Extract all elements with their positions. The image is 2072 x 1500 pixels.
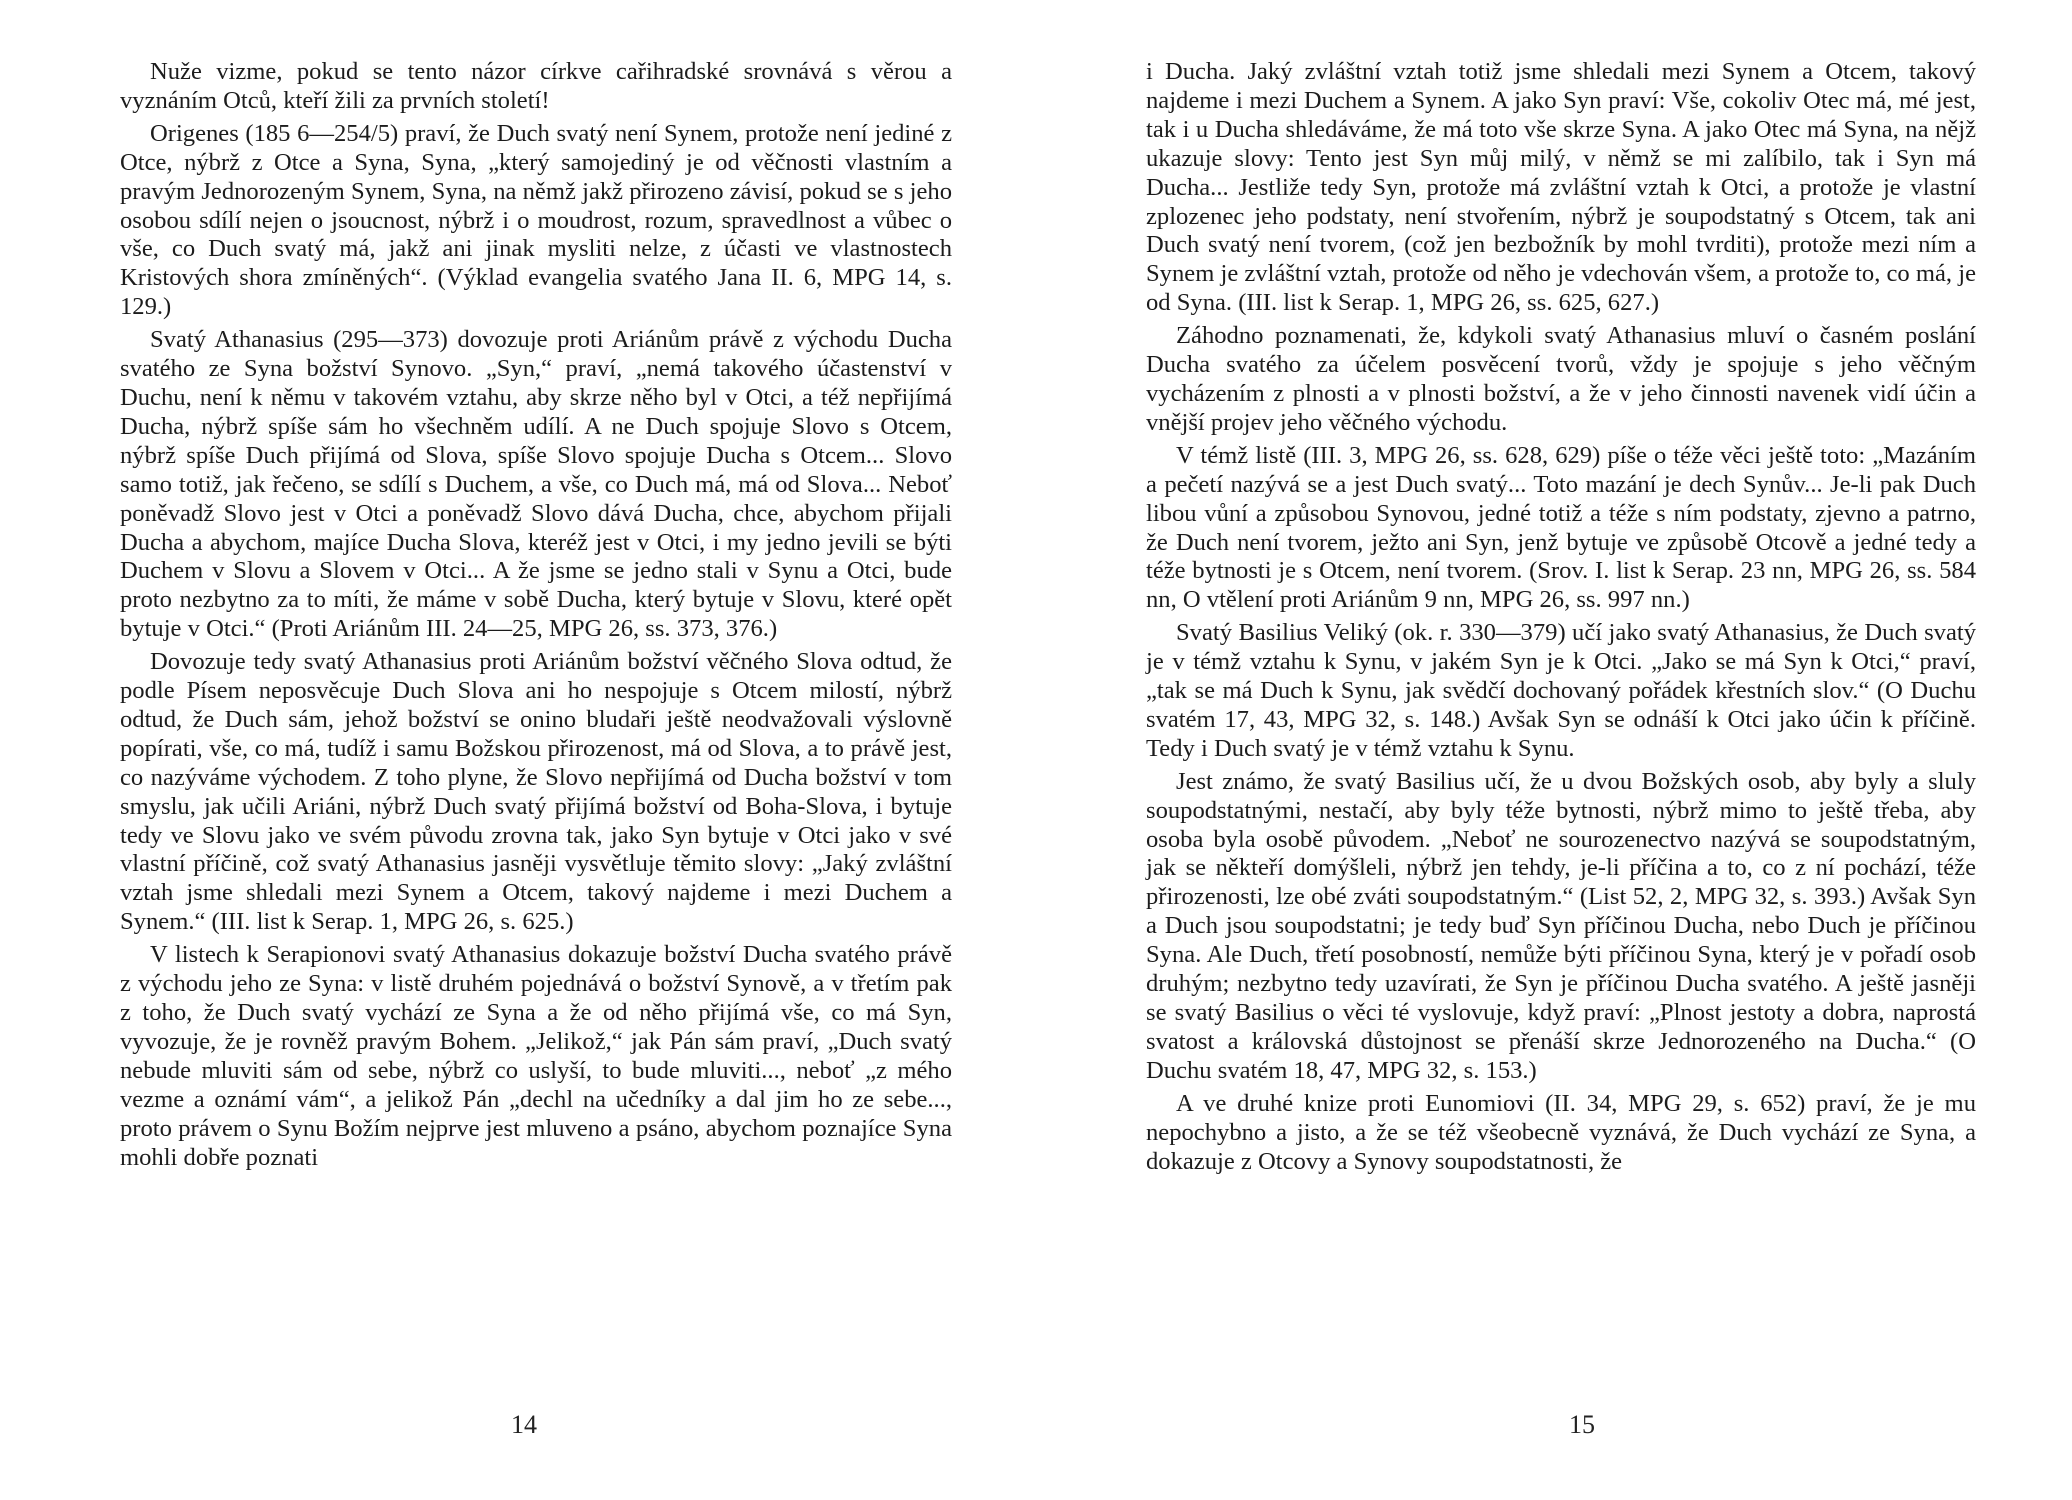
page-number-left: 14	[511, 1410, 537, 1439]
paragraph: Nuže vizme, pokud se tento názor církve cařihradské srovnává s věrou a vyznáním Otců, kteří žili za prvních století!	[120, 58, 952, 114]
right-page-text	[1146, 58, 1976, 1180]
paragraph: Záhodno poznamenati, že, kdykoli svatý Athanasius mluví o časném poslání Ducha svatého za účelem posvěcení tvorů, vždy je spojuje s jeho věčným vycházením z plnosti a v plnosti božství, a že v jeho činnosti navenek vidí účin a vnější projev jeho věčného východu.	[1146, 322, 1976, 436]
right-page	[1036, 0, 2072, 1500]
paragraph: Dovozuje tedy svatý Athanasius proti Ariánům božství věčného Slova odtud, že podle Písem neposvěcuje Duch Slova ani ho nespojuje s Otcem milostí, nýbrž odtud, že Duch sám, jehož božství se onino bludaři ještě neodvažovali výslovně popírati, vše, co má, tudíž i samu Božskou přirozenost, má od Slova, a to právě jest, co nazýváme východem. Z toho plyne, že Slovo nepřijímá od Ducha božství v tom smyslu, jak učili Ariáni, nýbrž Duch svatý přijímá božství od Boha-Slova, i bytuje tedy ve Slovu jako ve svém původu zrovna tak, jako Syn bytuje v Otci jako v své vlastní příčině, což svatý Athanasius jasněji vysvětluje těmito slovy: „Jaký zvláštní vztah jsme shledali mezi Synem a Otcem, takový najdeme i mezi Duchem a Synem.“ (III. list k Serap. 1, MPG 26, s. 625.)	[120, 648, 952, 936]
paragraph: Origenes (185 6—254/5) praví, že Duch svatý není Synem, protože není jediné z Otce, nýbrž z Otce a Syna, Syna, „který samojediný je od věčnosti vlastním a pravým Jednorozeným Synem, Syna, na němž jakž přirozeno závisí, pokud se s jeho osobou sdílí nejen o jsoucnost, nýbrž i o moudrost, rozum, spravedlnost a vůbec o vše, co Duch svatý má, jakž ani jinak mysliti nelze, z účasti ve vlastnostech Kristových shora zmíněných“. (Výklad evangelia svatého Jana II. 6, MPG 14, s. 129.)	[120, 119, 952, 321]
paragraph: A ve druhé knize proti Eunomiovi (II. 34, MPG 29, s. 652) praví, že je mu nepochybno a jisto, a že se též všeobecně vyznává, že Duch vychází ze Syna, a dokazuje z Otcovy a Synovy soupodstatnosti, že	[1146, 1089, 1976, 1175]
paragraph: Svatý Basilius Veliký (ok. r. 330—379) učí jako svatý Athanasius, že Duch svatý je v témž vztahu k Synu, v jakém Syn je k Otci. „Jako se má Syn k Otci,“ praví, „tak se má Duch k Synu, jak svědčí dochovaný pořádek křestních slov.“ (O Duchu svatém 17, 43, MPG 32, s. 148.) Avšak Syn se odnáší k Otci jako účin k příčině. Tedy i Duch svatý je v témž vztahu k Synu.	[1146, 619, 1976, 762]
paragraph: V témž listě (III. 3, MPG 26, ss. 628, 629) píše o téže věci ještě toto: „Mazáním a pečetí nazývá se a jest Duch svatý... Toto mazání je dech Synův... Je-li pak Duch libou vůní a způsobou Synovou, jedné totiž a téže s ním podstaty, zjevno a patrno, že Duch není tvorem, ježto ani Syn, jenž bytuje ve způsobě Otcově a jedné tedy a téže bytnosti je s Otcem, není tvorem. (Srov. I. list k Serap. 23 nn, MPG 26, ss. 584 nn, O vtělení proti Ariánům 9 nn, MPG 26, ss. 997 nn.)	[1146, 441, 1976, 614]
paragraph: i Ducha. Jaký zvláštní vztah totiž jsme shledali mezi Synem a Otcem, takový najdeme i mezi Duchem a Synem. A jako Syn praví: Vše, cokoliv Otec má, mé jest, tak i u Ducha shledáváme, že má toto vše skrze Syna. A jako Otec má Syna, na nějž ukazuje slovy: Tento jest Syn můj milý, v němž se mi zalíbilo, tak i Syn má Ducha... Jestliže tedy Syn, protože má zvláštní vztah k Otci, a protože je vlastní zplozenec jeho podstaty, není stvořením, nýbrž je soupodstatný s Otcem, tak ani Duch svatý není tvorem, (což jen bezbožník by mohl tvrditi), protože mezi ním a Synem je zvláštní vztah, protože od něho je vdechován všem, a protože to, co má, je od Syna. (III. list k Serap. 1, MPG 26, ss. 625, 627.)	[1146, 58, 1976, 317]
paragraph: Jest známo, že svatý Basilius učí, že u dvou Božských osob, aby byly a sluly soupodstatnými, nestačí, aby byly téže bytnosti, nýbrž mimo to ještě třeba, aby osoba byla osobě původem. „Neboť ne sourozenectvo nazývá se soupodstatným, jak se někteří domýšleli, nýbrž jen tehdy, je-li příčina a to, co z ní pochází, téže přirozenosti, lze obé zváti soupodstatným.“ (List 52, 2, MPG 32, s. 393.) Avšak Syn a Duch jsou soupodstatni; je tedy buď Syn příčinou Ducha, nebo Duch je příčinou Syna. Ale Duch, třetí posobností, nemůže býti příčinou Syna, který je v pořadí osob druhým; nezbytno tedy uzavírati, že Syn je příčinou Ducha svatého. A ještě jasněji se svatý Basilius o věci té vyslovuje, když praví: „Plnost jestoty a dobra, naprostá svatost a královská důstojnost se přenáší skrze Jednorozeného na Ducha.“ (O Duchu svatém 18, 47, MPG 32, s. 153.)	[1146, 767, 1976, 1084]
paragraph: Svatý Athanasius (295—373) dovozuje proti Ariánům právě z východu Ducha svatého ze Syna božství Synovo. „Syn,“ praví, „nemá takového účastenství v Duchu, není k němu v takovém vztahu, aby skrze něho byl v Otci, a též nepřijímá Ducha, nýbrž spíše sám ho všechněm udílí. A ne Duch spojuje Slovo s Otcem, nýbrž spíše Duch přijímá od Slova, spíše Slovo spojuje Ducha s Otcem... Slovo samo totiž, jak řečeno, se sdílí s Duchem, a vše, co Duch má, má od Slova... Neboť poněvadž Slovo jest v Otci a poněvadž Slovo dává Ducha, chce, abychom přijali Ducha a abychom, majíce Ducha Slova, kteréž jest v Otci, i my jedno jevili se býti Duchem v Slovu a Slovem v Otci... A že jsme se jedno stali v Synu a Otci, bude proto nezbytno za to míti, že máme v sobě Ducha, který bytuje v Slovu, které opět bytuje v Otci.“ (Proti Ariánům III. 24—25, MPG 26, ss. 373, 376.)	[120, 326, 952, 643]
paragraph: V listech k Serapionovi svatý Athanasius dokazuje božství Ducha svatého právě z východu jeho ze Syna: v listě druhém pojednává o božství Synově, a v třetím pak z toho, že Duch svatý vychází ze Syna a že od něho přijímá vše, co má Syn, vyvozuje, že je rovněž pravým Bohem. „Jelikož,“ jak Pán sám praví, „Duch svatý nebude mluviti sám od sebe, nýbrž co uslyší, to bude mluviti..., neboť „z mého vezme a oznámí vám“, a jelikož Pán „dechl na učedníky a dal jim ho ze sebe..., proto právem o Synu Božím nejprve jest mluveno a psáno, abychom poznajíce Syna mohli dobře poznati	[120, 941, 952, 1171]
page-number-right: 15	[1569, 1410, 1595, 1439]
left-page-text	[120, 58, 952, 1176]
